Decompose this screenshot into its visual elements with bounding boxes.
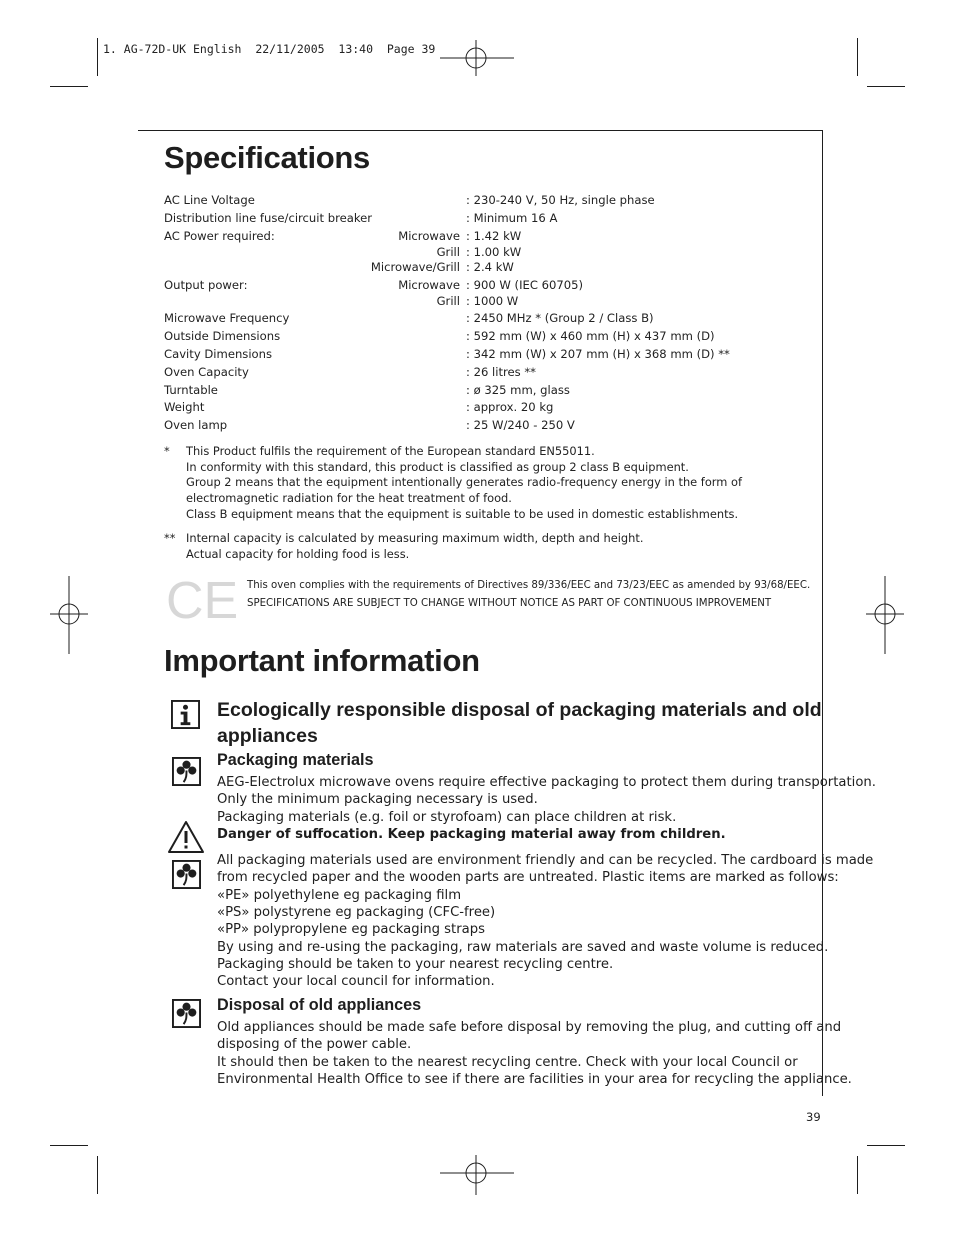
spec-sublabel: Microwave/Grill <box>370 260 460 274</box>
spec-label: Microwave Frequency <box>164 311 290 325</box>
text-line: It should then be taken to the nearest recycling centre. Check with your local Council or <box>217 1054 798 1070</box>
packaging-materials-text <box>217 774 876 826</box>
danger-warning: Danger of suffocation. Keep packaging material away from children. <box>217 827 726 842</box>
disposal-heading-line-1: Ecologically responsible disposal of packaging materials and old <box>217 699 822 721</box>
footnote-2-marker: ** <box>164 531 176 545</box>
environment-clover-icon <box>172 757 201 786</box>
spec-sublabel: Grill <box>436 294 460 308</box>
spec-value: : 25 W/240 - 250 V <box>466 418 575 432</box>
disposal-heading <box>217 697 822 749</box>
text-line: «PP» polypropylene eg packaging straps <box>217 922 485 938</box>
frame-top-line <box>138 130 822 131</box>
packaging-materials-heading: Packaging materials <box>217 751 374 769</box>
text-line: Only the minimum packaging necessary is used. <box>217 792 538 808</box>
spec-label: Turntable <box>164 383 218 397</box>
text-line: Packaging materials (e.g. foil or styrofoam) can place children at risk. <box>217 809 677 825</box>
spec-value: : 592 mm (W) x 460 mm (H) x 437 mm (D) <box>466 329 715 343</box>
disposal-heading-line-2: appliances <box>217 725 318 747</box>
text-line: disposing of the power cable. <box>217 1037 412 1053</box>
environment-clover-icon <box>172 999 201 1028</box>
spec-value: : 26 litres ** <box>466 365 536 379</box>
old-appliances-text <box>217 1019 852 1088</box>
registration-mark-top <box>440 40 520 76</box>
specifications-title: Specifications <box>164 140 370 175</box>
spec-sublabel: Microwave <box>398 229 460 243</box>
ce-change-notice: SPECIFICATIONS ARE SUBJECT TO CHANGE WITHOUT NOTICE AS PART OF CONTINUOUS IMPROVEMENT <box>247 598 772 609</box>
text-line: All packaging materials used are environment friendly and can be recycled. The cardboard is made <box>217 853 874 868</box>
ce-mark-logo <box>166 575 238 623</box>
spec-sublabel: Microwave <box>398 278 460 292</box>
spec-label: Oven Capacity <box>164 365 249 379</box>
text-line: By using and re-using the packaging, raw materials are saved and waste volume is reduced. <box>217 939 829 955</box>
footnote-line: This Product fulfils the requirement of the European standard EN55011. <box>186 444 595 458</box>
registration-mark-bottom <box>440 1155 520 1195</box>
registration-mark-right <box>860 576 910 654</box>
footnote-line: Group 2 means that the equipment intentionally generates radio-frequency energy in the form of <box>186 475 742 490</box>
footnote-line: Internal capacity is calculated by measuring maximum width, depth and height. <box>186 531 644 545</box>
footnote-1-marker: * <box>164 444 170 458</box>
footnote-2 <box>186 531 643 562</box>
footnote-line: Class B equipment means that the equipment is suitable to be used in domestic establishments. <box>186 506 739 521</box>
recycling-text <box>217 852 873 991</box>
spec-value: : 230-240 V, 50 Hz, single phase <box>466 193 655 207</box>
spec-label: AC Power required: <box>164 229 275 243</box>
spec-label: Weight <box>164 400 205 414</box>
spec-value: : approx. 20 kg <box>466 400 554 414</box>
text-line: Old appliances should be made safe before disposal by removing the plug, and cutting off and <box>217 1020 842 1035</box>
footnote-line: Actual capacity for holding food is less. <box>186 546 410 561</box>
text-line: AEG-Electrolux microwave ovens require effective packaging to protect them during transportation. <box>217 775 876 790</box>
spec-label: Outside Dimensions <box>164 329 281 343</box>
ce-compliance-text: This oven complies with the requirements of Directives 89/336/EEC and 73/23/EEC as amended by 93/68/EEC. <box>247 580 811 591</box>
text-line: «PS» polystyrene eg packaging (CFC-free) <box>217 905 496 921</box>
spec-value: : 2450 MHz * (Group 2 / Class B) <box>466 311 654 325</box>
text-line: Packaging should be taken to your nearest recycling centre. <box>217 957 614 973</box>
spec-label: Cavity Dimensions <box>164 347 273 361</box>
text-line: Contact your local council for information. <box>217 974 495 990</box>
page-number: 39 <box>806 1110 821 1124</box>
ce-mark: CE <box>166 575 238 623</box>
spec-value: : 900 W (IEC 60705) <box>466 278 584 292</box>
spec-label: Oven lamp <box>164 418 228 432</box>
spec-value: : Minimum 16 A <box>466 211 558 225</box>
spec-value: : 2.4 kW <box>466 260 514 274</box>
text-line: from recycled paper and the wooden parts are untreated. Plastic items are marked as follows: <box>217 870 839 886</box>
print-header: 1. AG-72D-UK English 22/11/2005 13:40 Page 39 <box>103 42 436 56</box>
warning-triangle-icon <box>167 820 205 854</box>
footnote-line: In conformity with this standard, this product is classified as group 2 class B equipment. <box>186 459 689 474</box>
spec-label: AC Line Voltage <box>164 193 255 207</box>
spec-value: : 1.00 kW <box>466 245 522 259</box>
footnote-1 <box>186 444 742 523</box>
spec-value: : ø 325 mm, glass <box>466 383 570 397</box>
spec-value: : 1000 W <box>466 294 519 308</box>
footnote-line: electromagnetic radiation for the heat treatment of food. <box>186 491 512 506</box>
spec-value: : 342 mm (W) x 207 mm (H) x 368 mm (D) ** <box>466 347 730 361</box>
important-information-title: Important information <box>164 643 480 678</box>
spec-value: : 1.42 kW <box>466 229 522 243</box>
text-line: «PE» polyethylene eg packaging film <box>217 887 462 903</box>
environment-clover-icon <box>172 860 201 889</box>
text-line: Environmental Health Office to see if there are facilities in your area for recycling the appliance. <box>217 1072 852 1088</box>
old-appliances-heading: Disposal of old appliances <box>217 996 422 1014</box>
spec-sublabel: Grill <box>436 245 460 259</box>
spec-label: Distribution line fuse/circuit breaker <box>164 211 373 225</box>
info-icon <box>171 700 200 729</box>
registration-mark-left <box>44 576 94 654</box>
spec-label: Output power: <box>164 278 248 292</box>
